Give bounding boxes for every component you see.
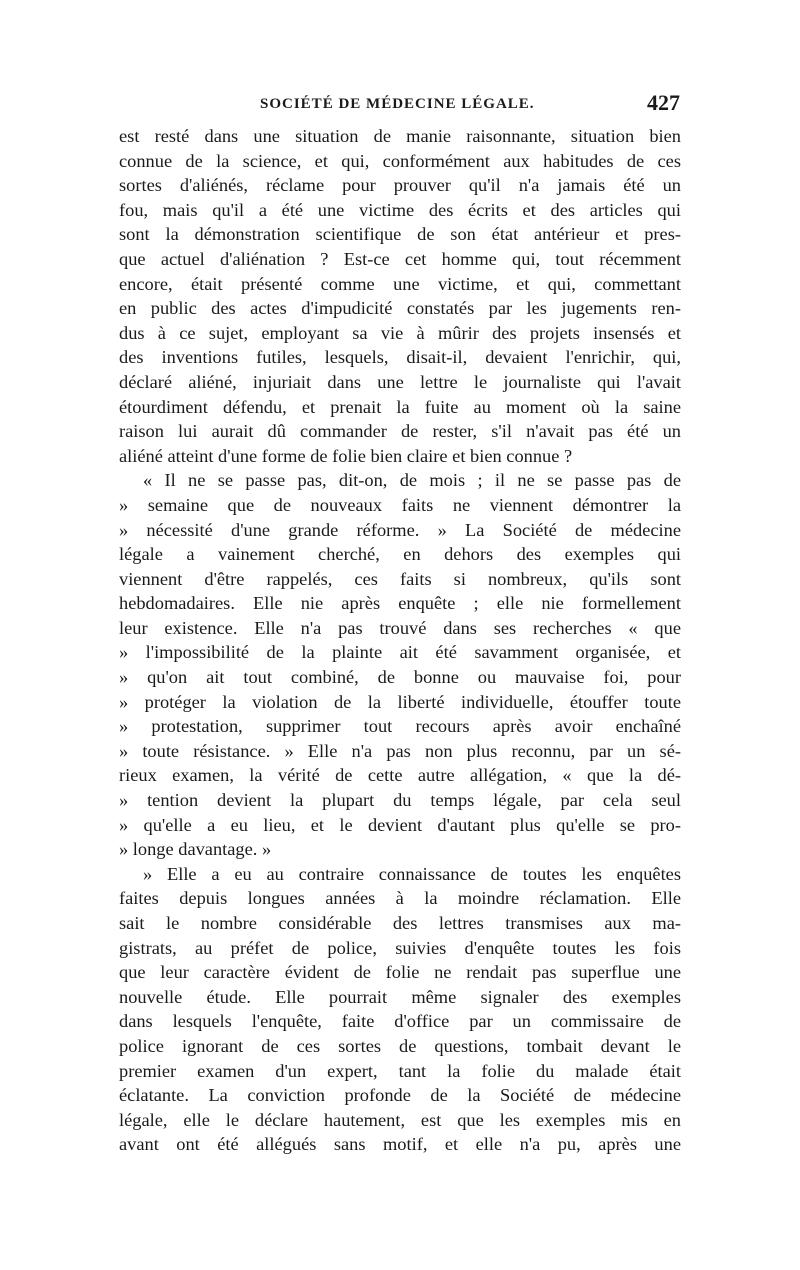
text-line: en public des actes d'impudicité constatés par les jugements ren- xyxy=(119,298,681,319)
text-line: sont la démonstration scientifique de son état antérieur et pres- xyxy=(119,224,681,245)
text-line: avant ont été allégués sans motif, et elle n'a pu, après une xyxy=(119,1134,681,1155)
text-line: sait le nombre considérable des lettres transmises aux ma- xyxy=(119,913,681,933)
text-line: est resté dans une situation de manie raisonnante, situation bien xyxy=(119,126,681,146)
text-line: » toute résistance. » Elle n'a pas non plus reconnu, par un sé- xyxy=(119,740,681,761)
text-line: police ignorant de ces sortes de questions, tombait devant le xyxy=(119,1035,681,1056)
running-head xyxy=(120,92,680,124)
text-line: » protestation, supprimer tout recours après avoir enchaîné xyxy=(119,716,681,737)
text-line: faites depuis longues années à la moindre réclamation. Elle xyxy=(119,888,681,909)
text-line: dans lesquels l'enquête, faite d'office par un commissaire de xyxy=(119,1011,681,1032)
running-title: SOCIÉTÉ DE MÉDECINE LÉGALE. xyxy=(260,96,535,112)
text-line: connue de la science, et qui, conformément aux habitudes de ces xyxy=(119,150,681,171)
body-text xyxy=(119,124,681,1157)
text-line: « Il ne se passe pas, dit-on, de mois ; il ne se passe pas de xyxy=(143,470,681,491)
text-line: » Elle a eu au contraire connaissance de toutes les enquêtes xyxy=(143,863,681,884)
text-line: légale, elle le déclare hautement, est que les exemples mis en xyxy=(119,1109,681,1130)
text-line: fou, mais qu'il a été une victime des écrits et des articles qui xyxy=(119,199,681,220)
text-line: » l'impossibilité de la plainte ait été savamment organisée, et xyxy=(119,642,681,663)
text-line: dus à ce sujet, employant sa vie à mûrir des projets insensés et xyxy=(119,322,681,343)
text-line: que leur caractère évident de folie ne rendait pas superflue une xyxy=(119,962,681,983)
text-line: gistrats, au préfet de police, suivies d'enquête toutes les fois xyxy=(119,937,681,958)
page-number: 427 xyxy=(647,90,680,115)
text-line: premier examen d'un expert, tant la folie du malade était xyxy=(119,1060,681,1081)
text-line: » tention devient la plupart du temps légale, par cela seul xyxy=(119,790,681,811)
text-line: » semaine que de nouveaux faits ne viennent démontrer la xyxy=(119,494,681,515)
text-line: que actuel d'aliénation ? Est-ce cet homme qui, tout récemment xyxy=(119,248,681,269)
text-line: raison lui aurait dû commander de rester, s'il n'avait pas été un xyxy=(119,421,681,442)
text-line: aliéné atteint d'une forme de folie bien claire et bien connue ? xyxy=(119,445,573,466)
text-line: encore, était présenté comme une victime, et qui, commettant xyxy=(119,273,681,294)
text-line: hebdomadaires. Elle nie après enquête ; elle nie formellement xyxy=(119,593,681,614)
text-line: » nécessité d'une grande réforme. » La Société de médecine xyxy=(119,519,681,540)
text-line: » longe davantage. » xyxy=(119,839,272,860)
text-line: leur existence. Elle n'a pas trouvé dans ses recherches « que xyxy=(119,617,681,638)
text-line: sortes d'aliénés, réclame pour prouver qu'il n'a jamais été un xyxy=(119,175,681,196)
text-line: viennent d'être rappelés, ces faits si nombreux, qu'ils sont xyxy=(119,568,681,589)
text-line: » qu'on ait tout combiné, de bonne ou mauvaise foi, pour xyxy=(119,667,681,688)
text-line: étourdiment défendu, et prenait la fuite au moment où la saine xyxy=(119,396,681,417)
text-line: » qu'elle a eu lieu, et le devient d'autant plus qu'elle se pro- xyxy=(119,814,681,835)
text-line: nouvelle étude. Elle pourrait même signaler des exemples xyxy=(119,986,681,1007)
text-line: éclatante. La conviction profonde de la Société de médecine xyxy=(119,1085,681,1106)
text-line: rieux examen, la vérité de cette autre allégation, « que la dé- xyxy=(119,765,681,786)
text-line: légale a vainement cherché, en dehors des exemples qui xyxy=(119,544,681,565)
text-line: déclaré aliéné, injuriait dans une lettre le journaliste qui l'avait xyxy=(119,371,681,392)
text-line: des inventions futiles, lesquels, disait-il, devaient l'enrichir, qui, xyxy=(119,347,681,368)
text-line: » protéger la violation de la liberté individuelle, étouffer toute xyxy=(119,691,681,712)
